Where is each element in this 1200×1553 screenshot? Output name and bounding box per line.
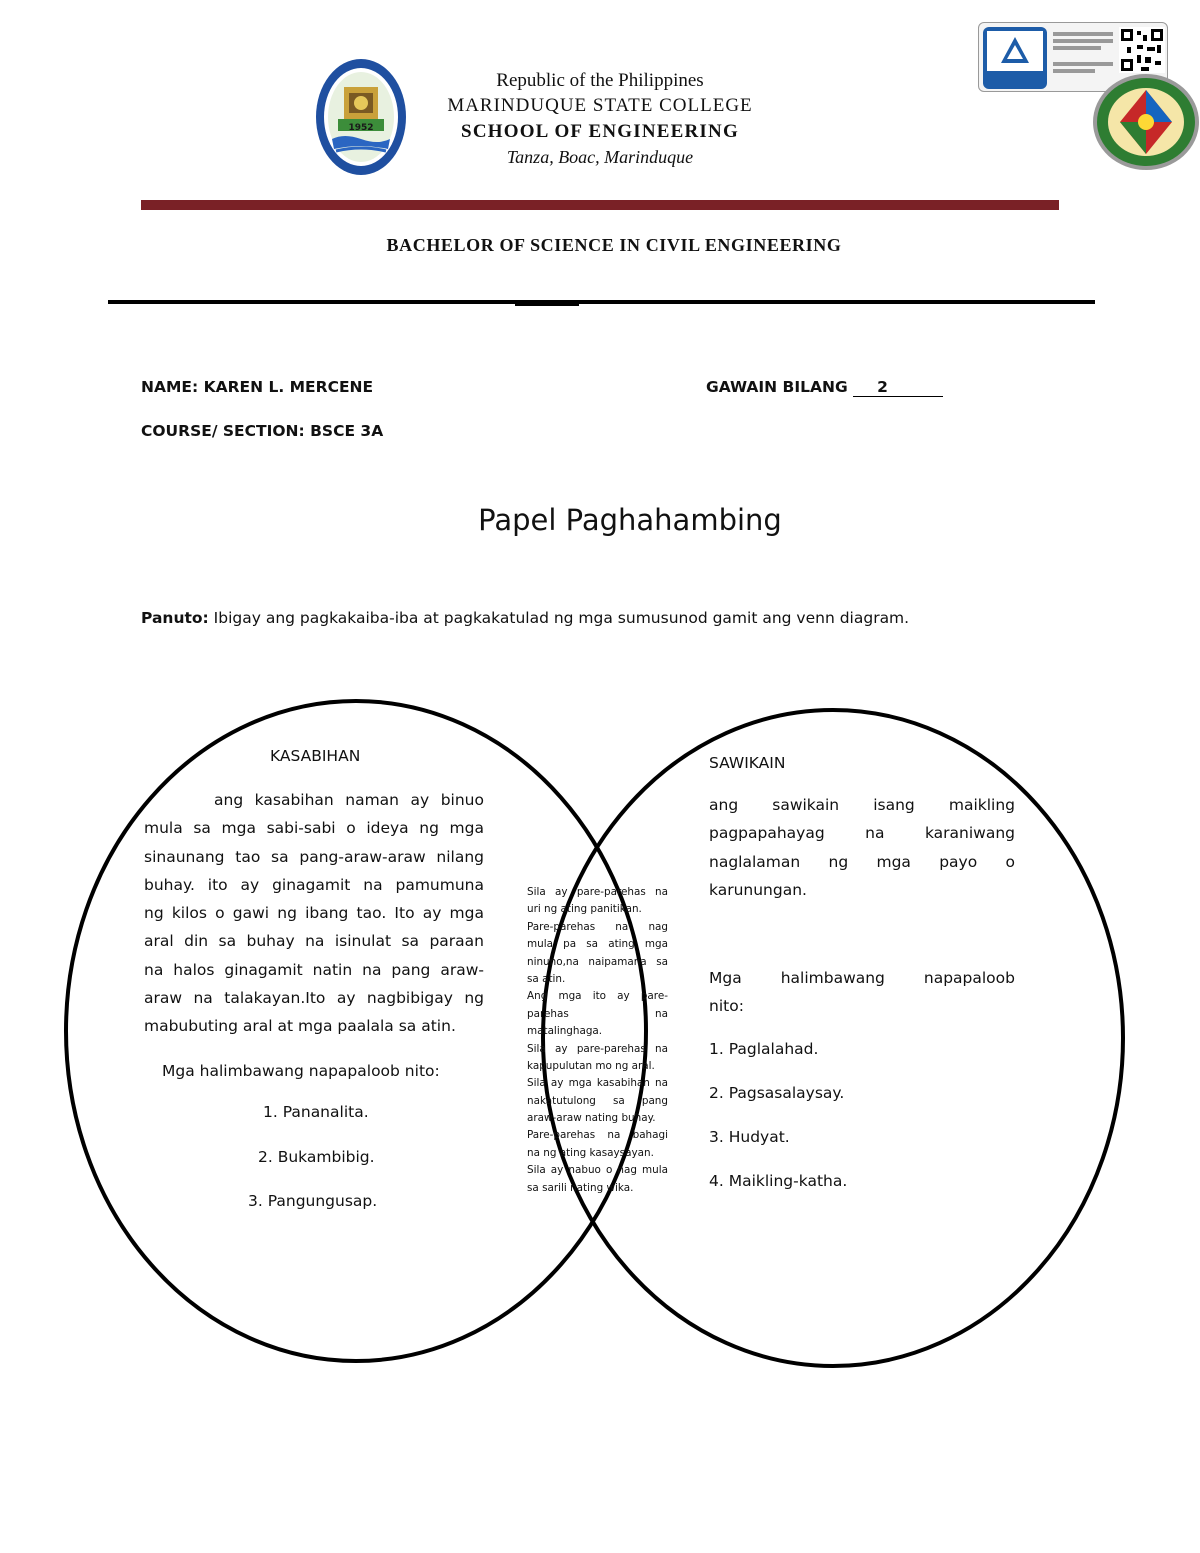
venn-overlap-line: parehas na xyxy=(527,1007,668,1020)
venn-right-desc-line: naglalaman ng mga payo o xyxy=(709,852,1015,871)
venn-overlap-line: nakatutulong sa pang xyxy=(527,1094,668,1107)
activity-number-label: GAWAIN BILANG xyxy=(706,378,854,396)
header-school-name: SCHOOL OF ENGINEERING xyxy=(461,121,739,142)
venn-right-examples-heading xyxy=(709,964,1015,1021)
venn-left-desc-line: buhay. ito ay ginagamit na pamumuna xyxy=(144,875,484,894)
venn-overlap-line: na ng ating kasaysayan. xyxy=(527,1146,654,1159)
venn-right-desc-line: karunungan. xyxy=(709,880,807,899)
venn-left-example-item: 1. Pananalita. xyxy=(263,1103,369,1121)
venn-left-desc-line: aral din sa buhay na isinulat sa paraan xyxy=(144,932,484,951)
venn-right-desc-line: pagpapahayag na karaniwang xyxy=(709,824,1015,843)
venn-right-label: SAWIKAIN xyxy=(709,754,786,772)
venn-left-example-item: 3. Pangungusap. xyxy=(248,1192,378,1210)
header-college-name: MARINDUQUE STATE COLLEGE xyxy=(447,95,753,116)
venn-overlap-line: matalinghaga. xyxy=(527,1025,603,1038)
venn-left-desc-line: mabubuting aral at mga paalala sa atin. xyxy=(144,1017,456,1036)
venn-overlap-line: sa sarili nating wika. xyxy=(527,1181,634,1194)
venn-overlap-line: Sila ay nabuo o nag mula xyxy=(527,1164,668,1177)
student-name: NAME: KAREN L. MERCENE xyxy=(141,378,374,396)
activity-number-value: 2 xyxy=(853,378,943,397)
program-title: BACHELOR OF SCIENCE IN CIVIL ENGINEERING xyxy=(386,235,842,255)
venn-overlap-line: Sila ay mga kasabihan na xyxy=(527,1077,668,1090)
venn-left-desc-line: ang kasabihan naman ay binuo xyxy=(214,791,484,809)
venn-left-desc-line: araw na talakayan.Ito ay nagbibigay ng xyxy=(144,989,484,1008)
venn-right-desc-line: ang sawikain isang maikling xyxy=(709,796,1015,814)
venn-overlap-line: mula pa sa ating mga xyxy=(527,938,668,951)
venn-overlap-line: Ang mga ito ay pare- xyxy=(527,990,668,1003)
header-republic: Republic of the Philippines xyxy=(496,70,704,91)
venn-overlap-line: ninuno,na naipamana sa xyxy=(527,955,668,968)
venn-left-desc-line: sinaunang tao sa pang-araw-araw nilang xyxy=(144,847,484,866)
instructions-text: Ibigay ang pagkakaiba-iba at pagkakatulad ng mga sumusunod gamit ang venn diagram. xyxy=(208,609,910,627)
venn-left-description xyxy=(144,786,484,1041)
venn-overlap-text xyxy=(527,884,668,1197)
venn-left-label: KASABIHAN xyxy=(270,747,361,765)
venn-left-desc-line: na halos ginagamit natin na pang araw- xyxy=(144,960,484,979)
venn-right-example-item: 4. Maikling-katha. xyxy=(709,1172,848,1190)
venn-overlap-line: Pare-parehas na nag xyxy=(527,920,668,933)
venn-left-desc-line: ng kilos o gawi ng ibang tao. Ito ay mga xyxy=(144,904,484,923)
svg-text:1952: 1952 xyxy=(348,123,374,133)
venn-overlap-line: sa atin. xyxy=(527,972,566,985)
venn-right-example-item: 3. Hudyat. xyxy=(709,1128,790,1146)
venn-overlap-line: uri ng ating panitikan. xyxy=(527,903,642,916)
venn-right-description xyxy=(709,791,1015,904)
document-title: Papel Paghahambing xyxy=(478,503,782,537)
course-section: COURSE/ SECTION: BSCE 3A xyxy=(141,422,384,440)
venn-overlap-line: kapupulutan mo ng aral. xyxy=(527,1059,655,1072)
venn-right-example-item: 1. Paglalahad. xyxy=(709,1040,819,1058)
venn-left-example-item: 2. Bukambibig. xyxy=(258,1148,375,1166)
venn-overlap-line: araw-araw nating buhay. xyxy=(527,1112,656,1125)
venn-left-desc-line: mula sa mga sabi-sabi o ideya ng mga xyxy=(144,819,484,838)
venn-overlap-line: Pare-parehas na bahagi xyxy=(527,1129,668,1142)
instructions-label: Panuto: xyxy=(141,609,209,627)
venn-left-examples-heading: Mga halimbawang napapaloob nito: xyxy=(162,1062,440,1080)
venn-right-example-item: 2. Pagsasalaysay. xyxy=(709,1084,845,1102)
venn-overlap-line: Sila ay pare-parehas na xyxy=(527,886,668,898)
venn-overlap-line: Sila ay pare-parehas na xyxy=(527,1042,668,1055)
venn-right-examples-heading-line: Mga halimbawang napapaloob xyxy=(709,969,1015,987)
header-address: Tanza, Boac, Marinduque xyxy=(506,147,694,167)
venn-right-examples-heading-line: nito: xyxy=(709,997,744,1016)
